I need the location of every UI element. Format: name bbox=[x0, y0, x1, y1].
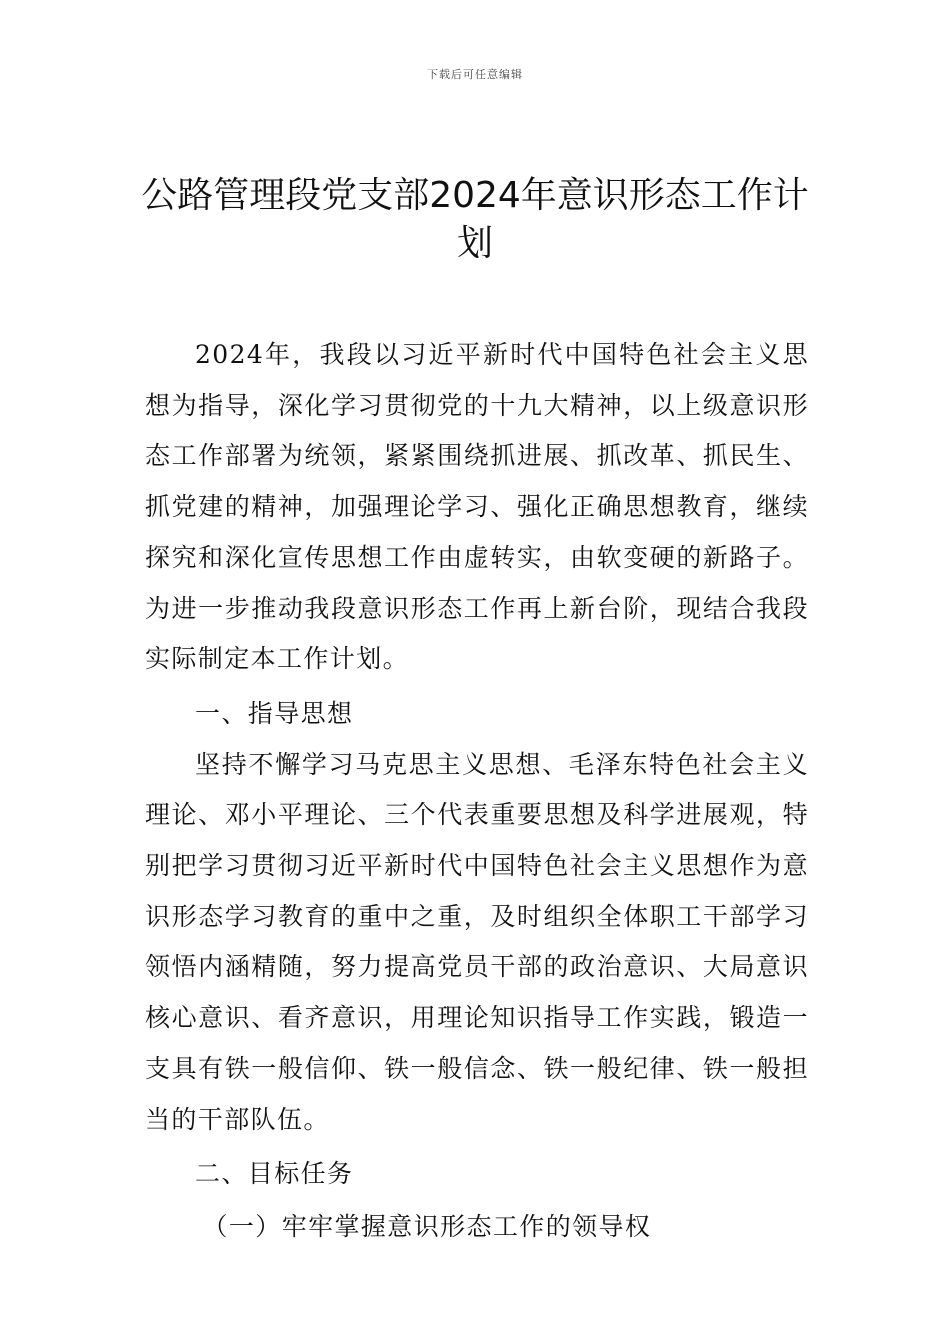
section-heading-goals-tasks: 二、目标任务 bbox=[195, 1159, 354, 1189]
document-body bbox=[145, 330, 809, 1253]
guiding-ideology-paragraph: 坚持不懈学习马克思主义思想、毛泽东特色社会主义理论、邓小平理论、三个代表重要思想及科学进展观，特别把学习贯彻习近平新时代中国特色社会主义思想作为意识形态学习教育的重中之重，及时组织全体职工干部学习领悟内涵精随，努力提高党员干部的政治意识、大局意识核心意识、看齐意识，用理论知识指导工作实践，锻造一支具有铁一般信仰、铁一般信念、铁一般纪律、铁一般担当的干部队伍。 bbox=[145, 749, 809, 1134]
subsection-heading-leadership: （一）牢牢掌握意识形态工作的领导权 bbox=[202, 1211, 652, 1241]
header-note: 下载后可任意编辑 bbox=[427, 68, 523, 81]
document-title: 公路管理段党支部2024年意识形态工作计划 bbox=[141, 175, 809, 264]
section-heading-guiding-ideology: 一、指导思想 bbox=[195, 698, 354, 728]
intro-paragraph: 2024年，我段以习近平新时代中国特色社会主义思想为指导，深化学习贯彻党的十九大精神，以上级意识形态工作部署为统领，紧紧围绕抓进展、抓改革、抓民生、抓党建的精神，加强理论学习、强化正确思想教育，继续探究和深化宣传思想工作由虚转实，由软变硬的新路子。为进一步推动我段意识形态工作再上新台阶，现结合我段实际制定本工作计划。 bbox=[145, 340, 809, 674]
